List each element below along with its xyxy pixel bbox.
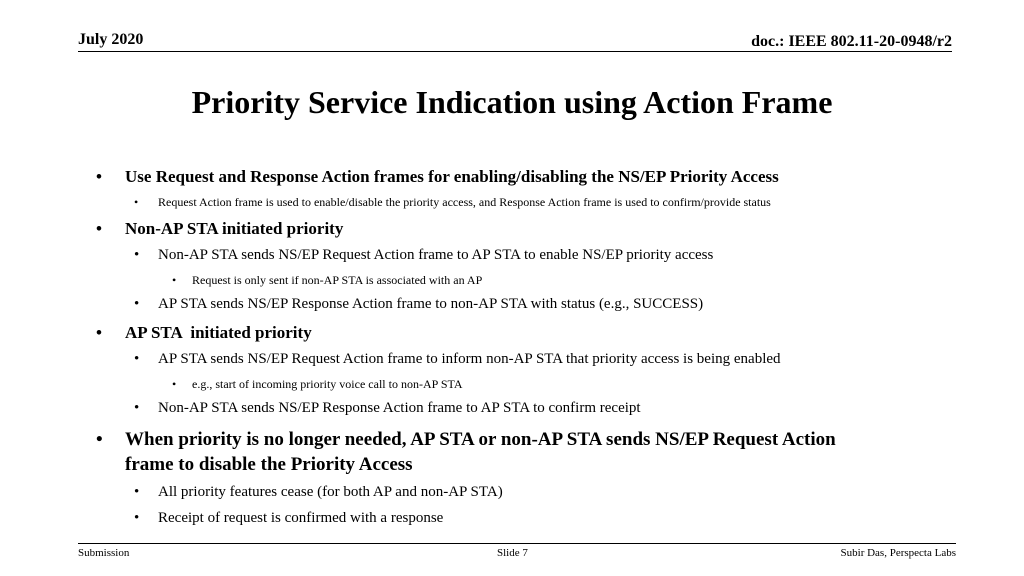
bullet-marker: • bbox=[134, 351, 140, 367]
bullet-marker: • bbox=[134, 195, 139, 209]
bullet-item: Non-AP STA initiated priority bbox=[125, 219, 344, 238]
footer-author: Subir Das, Perspecta Labs bbox=[840, 547, 956, 559]
bullet-item: AP STA initiated priority bbox=[125, 323, 312, 342]
slide-title: Priority Service Indication using Action Frame bbox=[191, 84, 833, 120]
bullet-item: Use Request and Response Action frames for enabling/disabling the NS/EP Priority Access bbox=[125, 167, 779, 186]
header-doc-id: doc.: IEEE 802.11-20-0948/r2 bbox=[751, 33, 952, 50]
footer-submission: Submission bbox=[78, 547, 130, 559]
sub-bullet-item: AP STA sends NS/EP Request Action frame to inform non-AP STA that priority access is being enabled bbox=[158, 351, 781, 367]
bullet-item bbox=[125, 427, 836, 477]
footer-slide-number: Slide 7 bbox=[497, 547, 528, 559]
bullet-line: frame to disable the Priority Access bbox=[125, 454, 413, 475]
bullet-marker: • bbox=[134, 400, 140, 416]
bullet-marker: • bbox=[96, 429, 103, 450]
sub-sub-bullet-item: Request is only sent if non-AP STA is associated with an AP bbox=[192, 273, 483, 287]
bullet-marker: • bbox=[134, 510, 140, 526]
bullet-marker: • bbox=[172, 377, 177, 391]
sub-bullet-item: Non-AP STA sends NS/EP Response Action frame to AP STA to confirm receipt bbox=[158, 400, 641, 416]
bullet-line: When priority is no longer needed, AP STA or non-AP STA sends NS/EP Request Action bbox=[125, 429, 836, 450]
bullet-marker: • bbox=[96, 323, 102, 342]
sub-bullet-item: Non-AP STA sends NS/EP Request Action frame to AP STA to enable NS/EP priority access bbox=[158, 247, 714, 263]
bullet-marker: • bbox=[96, 219, 102, 238]
bullet-marker: • bbox=[172, 273, 177, 287]
sub-bullet-item: Request Action frame is used to enable/disable the priority access, and Response Action frame is used to confirm/provide status bbox=[158, 195, 771, 209]
header-divider bbox=[78, 51, 952, 52]
bullet-marker: • bbox=[96, 167, 102, 186]
sub-sub-bullet-item: e.g., start of incoming priority voice call to non-AP STA bbox=[192, 377, 463, 391]
bullet-marker: • bbox=[134, 296, 140, 312]
sub-bullet-item: Receipt of request is confirmed with a response bbox=[158, 510, 444, 526]
bullet-marker: • bbox=[134, 247, 140, 263]
sub-bullet-item: All priority features cease (for both AP and non-AP STA) bbox=[158, 484, 503, 500]
header-date: July 2020 bbox=[78, 31, 144, 48]
bullet-marker: • bbox=[134, 484, 140, 500]
sub-bullet-item: AP STA sends NS/EP Response Action frame to non-AP STA with status (e.g., SUCCESS) bbox=[158, 296, 704, 312]
footer-divider bbox=[78, 543, 956, 544]
